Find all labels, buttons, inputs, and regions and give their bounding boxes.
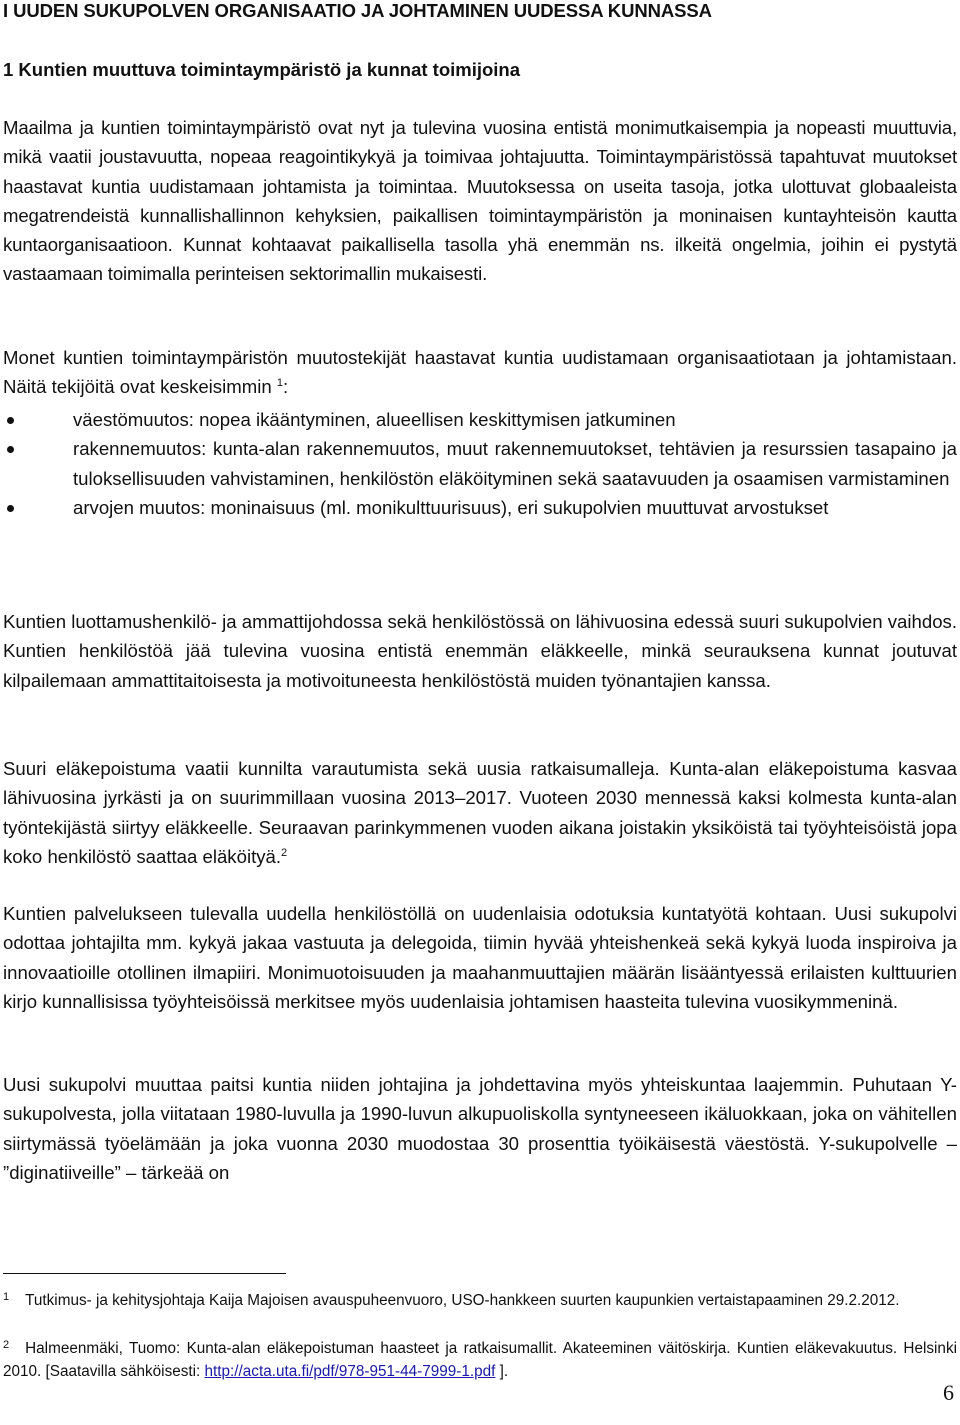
document-heading: I UUDEN SUKUPOLVEN ORGANISAATIO JA JOHTAMINEN UUDESSA KUNNASSA <box>3 0 712 21</box>
paragraph-3: Kuntien luottamushenkilö- ja ammattijohdossa sekä henkilöstössä on lähivuosina edessä suuri sukupolvien vaihdos. Kuntien henkilöstöä jää tulevina vuosina entistä enemmän eläkkeelle, minkä seurauksena kunnat joutuvat kilpailemaan ammattitaitoisesta ja motivoituneesta henkilöstöstä muiden työnantajien kanssa. <box>3 611 958 691</box>
list-item <box>3 434 957 493</box>
paragraph-6: Uusi sukupolvi muuttaa paitsi kuntia niiden johtajina ja johdettavina myös yhteiskuntaa laajemmin. Puhutaan Y-sukupolvesta, jolla viitataan 1980-luvulla ja 1990-luvun alkupuoliskolla syntyneeseen ikäluokkaan, joka on vähitellen siirtymässä työelämään ja joka vuonna 2030 muodostaa 30 prosenttia työikäisestä väestöstä. Y-sukupolvelle – ”diginatiiveille” – tärkeää on <box>3 1074 957 1183</box>
footnote-text: Halmeenmäki, Tuomo: Kunta-alan eläkepoistuman haasteet ja ratkaisumallit. Akateeminen väitöskirja. Kuntien eläkevakuutus. Helsinki 2010. [Saatavilla sähköisesti: <box>3 1340 957 1380</box>
paragraph-4-text: Suuri eläkepoistuma vaatii kunnilta varautumista sekä uusia ratkaisumalleja. Kunta-alan eläkepoistuma kasvaa lähivuosina jyrkästi ja on suurimmillaan vuosina 2013–2017. Vuoteen 2030 mennessä kaksi kolmesta kunta-alan työntekijästä siirtyy eläkkeelle. Seuraavan parinkymmenen vuoden aikana joistakin yksiköistä tai työyhteisöistä jopa koko henkilöstö saattaa eläköityä. <box>3 758 957 867</box>
list-item <box>3 493 957 522</box>
footnote-ref-2: 2 <box>281 846 288 859</box>
paragraph-2-tail: : <box>282 376 289 398</box>
paragraph-5: Kuntien palvelukseen tulevalla uudella henkilöstöllä on uudenlaisia odotuksia kuntatyötä kohtaan. Uusi sukupolvi odottaa johtajilta mm. kykyä jakaa vastuuta ja delegoida, tiimin hyvää yhteishenkeä sekä kykyä luoda inspiroiva ja innovaatioille otollinen ilmapiiri. Monimuotoisuuden ja maahanmuuttajien määrän lisääntyessä erilaisten kulttuurien kirjo kunnallisissa työyhteisöissä merkitsee myös uudenlaisia johtamisen haasteita tulevina vuosikymmeninä. <box>3 903 957 1012</box>
bullet-icon <box>7 417 14 424</box>
footnote-text: Tutkimus- ja kehitysjohtaja Kaija Majoisen avauspuheenvuoro, USO-hankkeen suurten kaupunkien vertaistapaaminen 29.2.2012. <box>25 1292 900 1309</box>
list-item-text: arvojen muutos: moninaisuus (ml. monikulttuurisuus), eri sukupolvien muuttuvat arvostukset <box>73 496 829 518</box>
paragraph-2-text: Monet kuntien toimintaympäristön muutostekijät haastavat kuntia uudistamaan organisaatiotaan ja johtamistaan. Näitä tekijöitä ovat keskeisimmin <box>3 347 957 398</box>
paragraph-1: Maailma ja kuntien toimintaympäristö ovat nyt ja tulevina vuosina entistä monimutkaisempia ja nopeasti muuttuvia, mikä vaatii joustavuutta, nopeaa reagointikykyä ja toimivaa johtajuutta. Toimintaympäristössä tapahtuvat muutokset haastavat kuntia uudistamaan johtamista ja toimintaa. Muutoksessa on useita tasoja, jotka ulottuvat globaaleista megatrendeistä kunnallishallinnon kehyksien, paikallisen toimintaympäristön ja moninaisen kuntayhteisön kautta kuntaorganisaatioon. Kunnat kohtaavat paikallisella tasolla yhä enemmän ns. ilkeitä ongelmia, joihin ei pystytä vastaamaan toimimalla perinteisen sektorimallin mukaisesti. <box>3 117 957 285</box>
bullet-icon <box>7 505 14 512</box>
list-item-text: väestömuutos: nopea ikääntyminen, alueellisen keskittymisen jatkuminen <box>73 409 676 430</box>
bullet-icon <box>7 446 14 453</box>
footnote-1 <box>3 1289 957 1312</box>
footnote-number: 1 <box>3 1291 10 1303</box>
footnote-number: 2 <box>3 1339 10 1351</box>
list-item <box>3 405 957 434</box>
footnote-ref-1: 1 <box>276 377 283 390</box>
footnote-2 <box>3 1337 957 1383</box>
paragraph-4 <box>3 754 957 871</box>
section-title: 1 Kuntien muuttuva toimintaympäristö ja kunnat toimijoina <box>3 59 521 80</box>
bullet-list <box>3 405 957 522</box>
footnote-tail: ]. <box>499 1363 509 1380</box>
list-item-text: rakennemuutos: kunta-alan rakennemuutos, muut rakennemuutokset, tehtävien ja resurssien tasapaino ja tuloksellisuuden vahvistaminen, henkilöstön eläköityminen sekä saatavuuden ja osaamisen varmistaminen <box>73 438 957 489</box>
footnote-divider <box>3 1273 286 1274</box>
paragraph-2 <box>3 343 957 402</box>
footnote-link[interactable]: http://acta.uta.fi/pdf/978-951-44-7999-1.pdf <box>204 1363 496 1380</box>
page-number: 6 <box>943 1380 954 1405</box>
